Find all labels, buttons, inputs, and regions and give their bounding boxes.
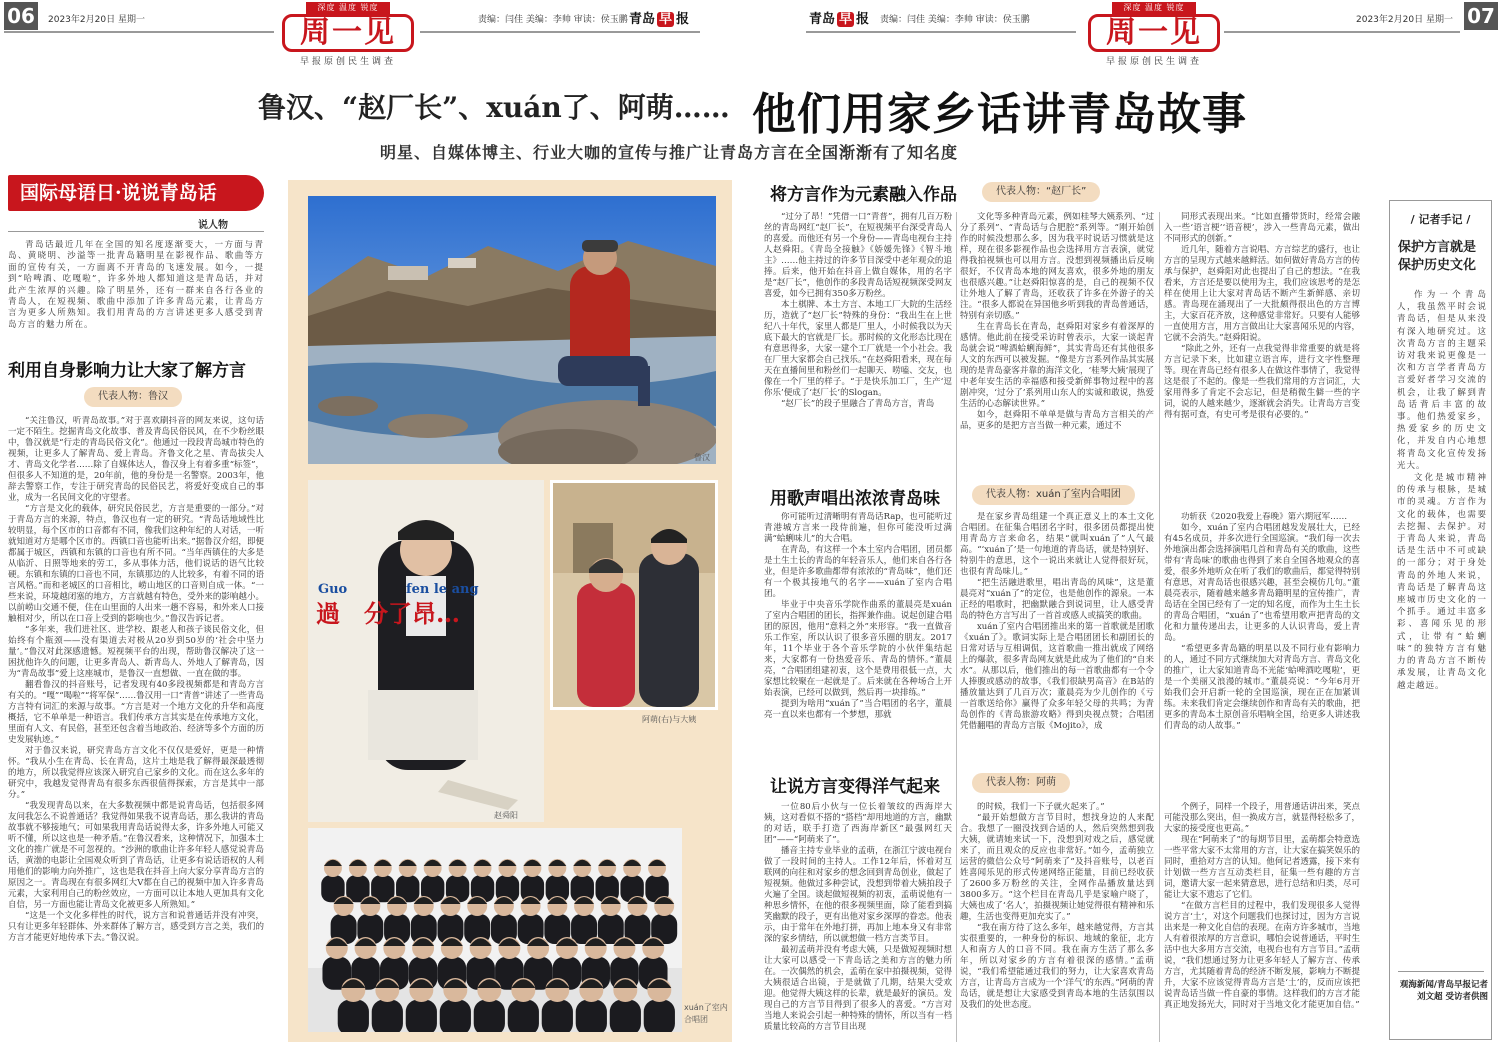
header-rule-right <box>806 31 1076 33</box>
section3-rep: 代表人物：xuán了室内合唱团 <box>972 485 1135 505</box>
sidebar-footer: 观海新闻/青岛早报记者 刘文超 受访者供图 <box>1399 980 1488 1002</box>
sidebar-rule <box>1398 971 1484 972</box>
section3-col-b: 是在家乡青岛组建一个真正意义上的本土文化合唱团。在征集合唱团名字时，很多团员都提出使用青岛方言来命名，结果“就叫xuán了”人气最高。“‘xuán了’是一句地道的青岛话，就是特别好、特别牛的意思，这个一说出来就让人觉得很好玩，也很有青岛味儿。” “把生活融进歌里，唱出青岛的风味”，这是董晨亮对“xuán了”的定位，也是他创作的源泉。一本正经的唱歌时，把幽默融合到说词里，让人感受青岛的特色方言写出了一首首或感人或搞笑的歌曲。 xuán了室内合唱团推出来的第一首歌就是团歌《xuán了》。歌词实际上是合唱团团长和副团长的日常对话与互相调侃，这首歌曲一推出就成了网络上的爆款，很多青岛网友就是此成为了他们的“自来水”。从那以后，他们推出的每一首歌曲都有一个令人捧腹或感动的故事，《我们很缺男高音》在B站的播放量达到了几百万次；董晨亮为少儿创作的《亏一首歌送给你》赢得了众多年轻父母的共鸣；为青岛创作的《青岛旅游攻略》得到央视点赞；合唱团凭借翻唱的青岛方言版《Mojito》，成 <box>960 512 1154 731</box>
sidebar-head: / 记者手记 / <box>1410 213 1471 226</box>
section3-title: 用歌声唱出浓浓青岛味 <box>770 489 940 509</box>
page-number-left: 06 <box>4 2 38 30</box>
credits-right: 责编：闫佳 美编：李帅 审读：侯玉鹏 <box>880 15 1030 25</box>
reporter-notes-sidebar <box>1389 200 1492 1040</box>
intro-byline: 说人物 <box>198 220 228 231</box>
section2-col-b: 文化等多种青岛元素，例如桂琴大姨系列、“过分了系列”、“青岛话与合肥腔”系列等。“刚开始创作的时候没想那么多，因为我平时说话习惯就是这样，现在很多影视作品也会选择用方言表演，就觉得我拍视频也可以用方言。没想到视频播出后反响很好，不仅青岛本地的网友喜欢，很多外地的朋友也很感兴趣。”让赵舜阳惊喜的是，自己的视频不仅让外地人了解了青岛，还收获了许多在外游子的关注。“很多人都说在异国他乡听到我的青岛普通话，特别有亲切感。” 生在青岛长在青岛，赵舜阳对家乡有着深厚的感情。他此前在接受采访时曾表示，大家一谈起青岛就会说“啤酒蛤蜊海鲜”，其实青岛还有其他很多人文的东西可以被发掘。“像是方言系列作品其实展现的是青岛豪客并靠的海洋文化，‘桂琴大姨’展现了中老年安生活的幸福感和接受新鲜事物过程中的喜剧冲突，‘过分了’系列用山东人的实诚和敢说，热爱生活的心态解读世界。” 如今，赵舜阳不单单是做与青岛方言相关的产品，更多的是把方言当做一种元素，通过不 <box>960 212 1154 431</box>
photo-lu-han <box>308 196 716 464</box>
section2-col-a: “过分了昂！”凭借一口“青普”，拥有几百万粉丝的青岛网红“赵厂长”，在短视频平台深受青岛人的喜爱。而他还有另一个身份——青岛电视台主持人赵舜阳。《青岛全接触》《娇媛先锋》《智斗地主》……他主持过的许多节目深受中老年观众的追捧。后来，他开始在抖音上做自媒体，用的名字是“赵厂长”，他创作的多段青岛话短视频深受网友喜爱，如今已拥有350多万粉丝。 本土棋牌、本土方言、本地工厂大院的生活经历，造就了“赵厂长”特殊的身份：“我出生在上世纪八十年代，家里人都是厂里人，小时候我以为天底下最大的官就是厂长。那时候的文化形态比现在有意思得多，大家一建个工厂就是一个小社会。我在厂里大家都会自己找乐。”在赵舜阳看来，现在每天在直播间里和粉丝们一起聊天、唠嗑、交友，也像在一个厂里的样子。“于是快乐加工厂，生产‘逗你乐’便成了‘赵厂长’的Slogan。 “赵厂长”的段子里融合了青岛方言，青岛 <box>764 212 952 409</box>
section3-col-a: 你可能听过清晰明有青岛话Rap，也可能听过青港城方言来一段侍前遍，但你可能没听过满满“蛤蜊味儿”的大合唱。 在青岛，有这样一个本土室内合唱团，团员都是土生土长的青岛的年轻音乐人，他们来自各行各业，但是许多歌曲都带有浓浓的“青岛味”，他们还有一个极其接地气的名字——xuán了室内合唱团。 毕业于中央音乐学院作曲系的董晨亮是xuán了室内合唱团的团长，指挥兼作曲。说起创建合唱团的原因，他用“意料之外”来形容。“我一直做音乐工作室，所以认识了很多音乐圈的朋友。2017年，11个毕业于各个音乐学院的小伙伴集结起来，大家都有一份热爱音乐、青岛的情怀。”董晨亮，“合唱团组建初衷，这个是费用很低一点，大家想比较聚在一起就是了。后来就在各种场合上开始表演，已经可以做到，然后再一块排练。” 提到为啥用“xuán了”当合唱团的名字，董晨亮一直以来也都有一个梦想，那就 <box>764 512 952 720</box>
caption-lu-han: 鲁汉 <box>694 453 710 462</box>
intro-rule <box>8 231 264 232</box>
date-right: 2023年2月20日 星期一 <box>1356 15 1453 25</box>
sidebar-title: 保护方言就是保护历史文化 <box>1398 240 1477 273</box>
intro-banner: 国际母语日·说说青岛话 <box>8 175 264 211</box>
brand-right: 青岛 早 报 <box>809 12 870 27</box>
headline-left: 鲁汉、“赵厂长”、xuán了、阿萌…… <box>258 91 730 124</box>
photo-feature-panel <box>288 180 732 1042</box>
credits-left: 责编：闫佳 美编：李帅 审读：侯玉鹏 <box>478 15 628 25</box>
caption-choir: xuán了室内合唱团 <box>684 1003 728 1024</box>
section4-title: 让说方言变得洋气起来 <box>770 777 940 797</box>
section2-rep: 代表人物：“赵厂长” <box>982 182 1100 202</box>
header-rule-left <box>4 31 274 33</box>
masthead-logo-right: 深度 温度 锐度 周一见 早报原创民生调查 <box>1084 2 1224 66</box>
section1-title: 利用自身影响力让大家了解方言 <box>8 361 246 381</box>
section2-col-c: 同形式表现出来。“比如直播带货时，经常会融入一些‘语言梗’‘语音梗’，涉入一些青岛元素，做出不同形式的创新。” 近几年，随着方言说唱、方言综艺的盛行，也让方言的呈现方式越来越鲜活。如何做好青岛方言的传承与保护，赵舜阳对此也提出了自己的想法。“在我看来，方言还是要以使用为主，我们应该思考的是怎样在使用上让大家对青岛话不断产生新鲜感、亲切感。青岛现在涌现出了一大批颇得很出色的方言博主，大家百花齐放，这种感觉非常好。只要有人能够一直使用方言，用方言做出让大家喜闻乐见的内容，它就不会消失。”赵舜阳说。 “除此之外，还有一点我觉得非常重要的就是将方言记录下来，比如建立语言库，进行文字性整理等。现在青岛已经有很多人在做这件事情了，我觉得这是很了不起的。像是一些我们常用的方言词汇，大家用得多了肯定不会忘记，但是稍微生僻一些的字词，说的人越来越少，逐渐就会消失。让青岛方言变得有据可查，有史可考是很有必要的。” <box>1164 212 1360 420</box>
intro-text: 青岛话最近几年在全国的知名度逐渐变大，一方面与青岛、黄晓明、沙溢等一批青岛籍明星在影视作品、歌曲等方面的宣传有关，一方面离不开青岛的飞速发展。如今，一提到“哈啤酒、吃嘎啦”，许多外地人都知道这是青岛话，并对此产生浓厚的兴趣。除了明星外，还有一群来自各行各业的青岛人，在短视频、歌曲中添加了许多青岛元素，让青岛方言为更多人所熟知。我们用青岛的方言讲述更多人感受到青岛方言的魅力所在。 <box>8 240 264 330</box>
section4-col-c: 个例子，同样一个段子，用普通话讲出来，笑点可能没那么突出，但一换成方言，就显得轻松多了，大家的接受度也更高。” 现在“阿萌来了”的每期节目里，孟萌都会特意选一些平常大家不太常用的方言，让大家在搞笑娱乐的同时，重拾对方言的认知。他何记者透露，接下来有计划做一些方言互动类栏目，征集一些有趣的方言词，邀请大家一起来猜意思，进行总结和归类，尽可能让大家不遗忘了它们。 “在做方言栏目的过程中，我们发现很多人觉得说方言‘土’，对这个问题我们也探讨过，因为方言说出来是一种文化自信的表现。在南方许多城市，当地人有着很浓厚的方言意识，哪怕会说普通话，平时生活中也大多用方言交流，电视台也有方言节目。”孟萌说，“我们想通过努力让更多年轻人了解方言、传承方言，尤其随着青岛的经济不断发展，影响力不断提升，大家不应该觉得青岛方言是‘土’的，反而应该把说青岛话当做一件自豪的事情。这样我们的方言才能真正地发扬光大，同时对于当地文化才能更加自信。” <box>1164 802 1360 1010</box>
section2-title: 将方言作为元素融入作品 <box>770 185 957 205</box>
photo-zhao-poster <box>308 480 544 822</box>
header-rule-right-2 <box>1224 31 1460 33</box>
photo-a-meng <box>550 480 718 710</box>
sidebar-body: 作为一个青岛人，我虽然平时会说青岛话，但是从来没有深入地研究过。这次青岛方言的主题采访对我来说更像是一次和方言学者青岛方言爱好者学习交流的机会，让我了解到青岛话背后丰富的故事。他们热爱家乡，热爱家乡的历史文化，并发自内心地想将青岛文化宣传发扬光大。 文化是城市精神的传承与根脉，是城市的灵魂。方言作为文化的载体，也需要去挖掘、去保护。对于青岛人来说，青岛话是生活中不可或缺的一部分；对于身处青岛的外地人来说，青岛话是了解青岛这座城市历史文化的一个抓手。通过丰富多彩、喜闻乐见的形式，让带有“蛤蜊味”的独特方言有魅力的青岛方言不断传承发展，让青岛文化越走越远。 <box>1397 290 1487 691</box>
poster-pinyin-2: fen le ang <box>406 582 479 597</box>
date-left: 2023年2月20日 星期一 <box>48 15 145 25</box>
caption-a-meng: 阿萌(右)与大姨 <box>642 715 697 724</box>
column-divider-1 <box>956 212 957 1042</box>
photo-choir <box>308 828 682 1032</box>
brand-left: 青岛 早 报 <box>629 12 690 27</box>
column-divider-2 <box>1159 212 1160 1042</box>
section1-text: “关注鲁汉，听青岛故事。”对于喜欢刷抖音的网友来说，这句话一定不陌生。挖掘青岛文化故事、普及青岛民俗民风，在不少粉丝眼中，鲁汉就是“行走的青岛民俗文化”。他通过一段段青岛城市特色的视频，让更多人了解青岛、爱上青岛。齐鲁文化之星、青岛拔尖人才、青岛文化学者……除了自媒体达人，鲁汉身上有着多重“标签”，但很多人不知道的是，20年前，他的身份是一名警察。2003年，他辞去警察工作，专注于研究青岛的民俗民艺，将爱好变成自己的事业，成为一名民间文化的守望者。 “方言是文化的载体，研究民俗民艺，方言是重要的一部分。”对于青岛方言的来源，特点，鲁汉也有一定的研究。“青岛话地域性比较明显，每个区市的口音都有不同，像我们这种年纪的人对话，一听就知道对方是哪个区市的。西镇口音也能听出来。”据鲁汉介绍，即便都属于城区，西镇和东镇的口音也有所不同。“当年西镇住的大多是从临沂、日照等地来的劳工，多从事体力活，他们说话的语气比较硬。东镇和东镇的口音也不同，东镇那边的人比较多，有着不同的语言风格。”而和老城区的口音相比，崂山地区的口音则自成一体。“一些来说，环境越闭塞的地方，方言就越有特色，受外来的影响越小。以前崂山交通不便，住在山里面的人出来一趟不容易，和外来人口接触相对少，所以在口音上受到的影响也少。”鲁汉告诉记者。 “多年来，我们进社区、进学校、跟老人和孩子谈民俗文化，但始终有个瓶颈——没有渠道去对极从20岁到50岁的‘社会中坚力量’。”鲁汉对此深感遗憾。短视频平台的出现，帮助鲁汉解决了这一困扰他许久的问题，让更多青岛人、新青岛人、外地人了解青岛，因为“青岛故事”爱上这座城市，是鲁汉一直想做、一直在做的事。 翻看鲁汉的抖音账号，记者发现有40多段视频都是和青岛方言有关的。“嘎”“喝啦”“将军保”……鲁汉用一口“青普”讲述了一些青岛方言特有词汇的来源与故事。“方言是对一个地方文化的升华和高度概括，它不单单是一种语言。我们传承方言其实是在传承地方文化，里面有人文、有民俗，甚至还包含着当地政治、经济等多个方面的历史发展轨迹。” 对于鲁汉来说，研究青岛方言文化不仅仅是爱好，更是一种情怀。“我从小生在青岛、长在青岛，这片土地是我了解得最深最透彻的地方，所以我觉得应该深入研究自己家乡的文化。而在这么多年的研究中，我越发觉得青岛有很多东西很值得探索，方言是其中一部分。” “我发现青岛以来，在大多数视频中都是说青岛话，包括很多网友问我怎么不说普通话？我觉得如果我不说青岛话，那么我讲的青岛故事就不够接地气；可如果我用青岛话说得太多，许多外地人可能又听不懂，所以这也是一种矛盾。”在鲁汉看来，这种情况下，加强本土文化的推广就是不可忽视的。“沙洲的歌曲让许多年轻人感觉说青岛话，黄渤的电影让全国观众听到了青岛话，让更多有说话语权的人利用他们的影响力向外推广，这也是我在抖音上向大家分享青岛方言的原因之一。青岛现在有很多网红大V都在自己的视频中加入许多青岛元素，大家利用自己的粉丝效应，一方面可以让本地人更加具有文化自信，另一方面也能让青岛文化被更多人所熟知。” “这是一个文化多样性的时代，说方言和说普通话并没有冲突，只有让更多年轻群体、外来群体了解方言，感受到方言之美，我们的方言才能更好地传承下去。”鲁汉说。 <box>8 416 264 943</box>
poster-pinyin-1: Guo <box>318 582 348 597</box>
poster-text: 過 分了昂… <box>316 599 460 628</box>
caption-zhao: 赵舜阳 <box>494 811 518 820</box>
section1-rep: 代表人物：鲁汉 <box>84 387 182 407</box>
header-rule-left-2 <box>420 31 700 33</box>
subheadline: 明星、自媒体博主、行业大咖的宣传与推广让青岛方言在全国渐渐有了知名度 <box>380 143 959 162</box>
section4-rep: 代表人物：阿萌 <box>972 773 1070 793</box>
headline-main: 他们用家乡话讲青岛故事 <box>752 89 1247 140</box>
section3-col-c: 功斩获《2020我爱上春晚》第六期冠军…… 如今，xuán了室内合唱团越发发展壮大，已经有45名成员，并多次进行全国巡演。“我们每一次去外地演出都会选择演唱几首和青岛有关的歌曲，这些带有‘青岛味’的歌曲也得到了来自全国各地观众的喜爱，很多外地听众在听了我们的歌曲后，都觉得特别有意思，对青岛话也很感兴趣，甚至会模仿几句。”董晨亮表示，随着越来越多青岛籍明星的宣传推广，青岛话在全国已经有了一定的知名度，而作为土生土长的青岛合唱团，“xuán了”也希望用歌声把青岛的文化和力量传递出去，让更多的人认识青岛，爱上青岛。 “希望更多青岛籍的明星以及不同行业有影响力的人，通过不同方式继续加大对青岛方言、青岛文化的推广，让大家知道青岛不光能‘蛤啤酒吃嘎啦’，更是一个美丽又浪漫的城市。”董晨亮说：“今年6月开始我们会开启新一轮的全国巡演，现在正在加紧训练。未来我们肯定会继续创作和青岛有关的歌曲，把更多的青岛本土原创音乐唱响全国，给更多人讲述我们青岛的动人故事。” <box>1164 512 1360 731</box>
section4-col-a: 一位80后小伙与一位长着皱纹的西海岸大姨，这对看似不搭的“搭档”却用地道的方言，幽默的对话，联手打造了西海岸新区“最强网红天团”——“阿萌来了”。 播音主持专业毕业的孟萌，在浙江宁波电视台做了一段时间的主持人。工作12年后，怀着对互联网的向往和对家乡的想念回到青岛创业，做起了短视频。他做过多种尝试，没想到带着大姨拍段子火遍了全国。谈起做短视频的初衷，孟萌说他有一种思乡情怀，在他的很多视频里面，除了能看到搞笑幽默的段子，更有出他对家乡深厚的眷恋。他表示，由于常年在外地打拼，再加上地本身又有非常深的家乡情结，所以就想做一档方言类节目。 最初孟萌并没有考虑大姨，只是做短视频时想让大家可以感受一下青岛话之美和方言的魅力所在。一次偶然的机会，孟萌在家中拍摄视频，觉得大姨很适合出镜，于是就做了几期，结果大受欢迎。他觉得大姨这样的长辈，就是最好的演员。发现自己的方言节目得到了很多人的喜爱。“方言对当地人来说会引起一种特殊的情怀，所以当有一档质量比较高的方言节目出现 <box>764 802 952 1032</box>
page-number-right: 07 <box>1464 2 1498 30</box>
section4-col-b: 的时候，我们一下子就火起来了。” “最开始想做方言节目时，想找身边的人来配合。我想了一圈没找到合适的人，然后突然想到我大姨，就请她来试一下，没想到对戏之后，感觉就来了，而且观众的反应也非常好。”如今，孟萌独立运营的微信公众号“阿萌来了”及抖音账号，以老百姓喜闻乐见的形式传递网络正能量，目前已经收获了2600多万粉丝的关注，全网作品播放量达到3800多万。“这个栏目在青岛几乎是家喻户晓了，大姨也成了‘名人’，拍摄视频让她觉得很有精神和乐趣，生活也变得更加充实了。” “我在南方待了这么多年，越来越觉得，方言其实很重要的，一种身份的标识、地域的象征，北方人和南方人的口音不同。我在南方生活了那么多年，所以对家乡的方言有着很深的感情。”孟萌说，“我们希望能通过我们的努力，让大家喜欢青岛方言，让青岛方言成为一个‘洋气’的东西。”阿萌的青岛话，就是想让大家感受到青岛本地的生活氛围以及我们的处世态度。 <box>960 802 1154 1010</box>
masthead-logo-left: 深度 温度 锐度 周一见 早报原创民生调查 <box>278 2 418 66</box>
